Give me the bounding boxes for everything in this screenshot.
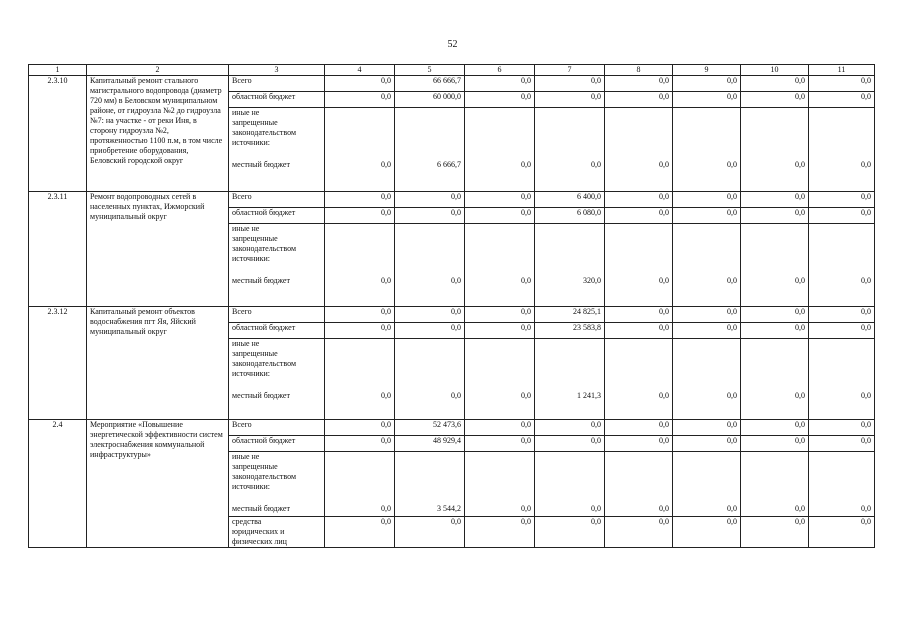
regional-value-col10: 0,0 — [741, 436, 809, 452]
total-value-col8: 0,0 — [605, 76, 673, 92]
total-value-col10: 0,0 — [741, 307, 809, 323]
local-amount: 0,0 — [659, 160, 669, 169]
total-value-col8: 0,0 — [605, 420, 673, 436]
local-amount: 0,0 — [659, 391, 669, 400]
row-total — [29, 76, 875, 92]
label-local: местный бюджет — [232, 276, 290, 285]
label-legal-line: средства — [232, 517, 262, 526]
legal-value-col9: 0,0 — [673, 517, 741, 548]
local-amount: 0,0 — [861, 391, 871, 400]
label-local: местный бюджет — [232, 391, 290, 400]
total-value-col9: 0,0 — [673, 76, 741, 92]
regional-value-col10: 0,0 — [741, 208, 809, 224]
local-value-col4 — [325, 452, 395, 517]
label-other-line: законодательством — [232, 472, 297, 481]
total-value-col11: 0,0 — [809, 192, 875, 208]
regional-value-col4: 0,0 — [325, 208, 395, 224]
local-amount: 0,0 — [521, 391, 531, 400]
label-other-line: законодательством — [232, 359, 297, 368]
local-value-col8 — [605, 224, 673, 307]
total-value-col9: 0,0 — [673, 192, 741, 208]
total-value-col6: 0,0 — [465, 420, 535, 436]
regional-value-col9: 0,0 — [673, 92, 741, 108]
regional-value-col4: 0,0 — [325, 436, 395, 452]
label-legal-line: физических лиц — [232, 537, 287, 546]
local-value-col4 — [325, 339, 395, 420]
label-other-line: законодательством — [232, 244, 297, 253]
col-number-10: 10 — [741, 65, 809, 76]
label-other-line: запрещенные — [232, 234, 278, 243]
label-total: Всего — [229, 307, 325, 323]
local-amount: 0,0 — [861, 276, 871, 285]
regional-value-col5: 0,0 — [395, 323, 465, 339]
local-value-col9 — [673, 108, 741, 192]
measure-code: 2.3.12 — [29, 307, 87, 420]
regional-value-col8: 0,0 — [605, 92, 673, 108]
regional-value-col9: 0,0 — [673, 208, 741, 224]
local-amount: 0,0 — [521, 504, 531, 513]
local-value-col7 — [535, 108, 605, 192]
col-number-3: 3 — [229, 65, 325, 76]
regional-value-col8: 0,0 — [605, 208, 673, 224]
local-value-col5 — [395, 452, 465, 517]
regional-value-col6: 0,0 — [465, 323, 535, 339]
legal-value-col4: 0,0 — [325, 517, 395, 548]
local-value-col4 — [325, 224, 395, 307]
local-value-col11 — [809, 108, 875, 192]
total-value-col4: 0,0 — [325, 76, 395, 92]
label-other-line: запрещенные — [232, 349, 278, 358]
local-amount: 0,0 — [727, 160, 737, 169]
local-value-col11 — [809, 452, 875, 517]
regional-value-col9: 0,0 — [673, 323, 741, 339]
measure-code: 2.3.11 — [29, 192, 87, 307]
col-number-8: 8 — [605, 65, 673, 76]
total-value-col7: 0,0 — [535, 76, 605, 92]
local-amount: 0,0 — [521, 160, 531, 169]
local-amount: 0,0 — [727, 504, 737, 513]
regional-value-col7: 23 583,8 — [535, 323, 605, 339]
local-amount: 0,0 — [795, 391, 805, 400]
regional-value-col6: 0,0 — [465, 208, 535, 224]
label-regional: областной бюджет — [229, 323, 325, 339]
total-value-col6: 0,0 — [465, 307, 535, 323]
local-value-col9 — [673, 224, 741, 307]
local-value-col6 — [465, 339, 535, 420]
legal-value-col6: 0,0 — [465, 517, 535, 548]
regional-value-col5: 0,0 — [395, 208, 465, 224]
regional-value-col6: 0,0 — [465, 436, 535, 452]
local-value-col10 — [741, 108, 809, 192]
regional-value-col8: 0,0 — [605, 436, 673, 452]
regional-value-col6: 0,0 — [465, 92, 535, 108]
col-number-11: 11 — [809, 65, 875, 76]
local-value-col8 — [605, 108, 673, 192]
local-amount: 0,0 — [727, 276, 737, 285]
local-value-col6 — [465, 452, 535, 517]
local-value-col11 — [809, 224, 875, 307]
regional-value-col5: 48 929,4 — [395, 436, 465, 452]
label-other-line: источники: — [232, 369, 270, 378]
col-number-1: 1 — [29, 65, 87, 76]
col-number-4: 4 — [325, 65, 395, 76]
row-total — [29, 420, 875, 436]
total-value-col5: 0,0 — [395, 192, 465, 208]
local-amount: 0,0 — [381, 391, 391, 400]
local-amount: 0,0 — [451, 276, 461, 285]
label-other-line: иные не — [232, 108, 260, 117]
label-other-line: источники: — [232, 482, 270, 491]
local-value-col11 — [809, 339, 875, 420]
label-total: Всего — [229, 420, 325, 436]
local-amount: 0,0 — [861, 504, 871, 513]
local-amount: 0,0 — [659, 276, 669, 285]
local-value-col10 — [741, 339, 809, 420]
label-other-line: источники: — [232, 254, 270, 263]
local-amount: 0,0 — [521, 276, 531, 285]
local-amount: 0,0 — [451, 391, 461, 400]
total-value-col5: 66 666,7 — [395, 76, 465, 92]
total-value-col8: 0,0 — [605, 192, 673, 208]
label-other-sources — [229, 108, 325, 192]
label-other-line: иные не — [232, 339, 260, 348]
measure-description: Ремонт водопроводных сетей в населенных пунктах, Ижморский муниципальный округ — [87, 192, 229, 307]
local-amount: 0,0 — [795, 276, 805, 285]
label-other-line: законодательством — [232, 128, 297, 137]
local-value-col7 — [535, 224, 605, 307]
regional-value-col11: 0,0 — [809, 208, 875, 224]
local-value-col10 — [741, 452, 809, 517]
regional-value-col7: 0,0 — [535, 436, 605, 452]
table-body — [29, 65, 875, 548]
local-value-col5 — [395, 339, 465, 420]
total-value-col4: 0,0 — [325, 307, 395, 323]
total-value-col11: 0,0 — [809, 76, 875, 92]
row-total — [29, 307, 875, 323]
total-value-col8: 0,0 — [605, 307, 673, 323]
legal-value-col5: 0,0 — [395, 517, 465, 548]
label-legal-line: юридических и — [232, 527, 285, 536]
local-amount: 0,0 — [381, 160, 391, 169]
column-number-row — [29, 65, 875, 76]
regional-value-col10: 0,0 — [741, 323, 809, 339]
label-local: местный бюджет — [232, 504, 290, 513]
local-value-col7 — [535, 452, 605, 517]
local-value-col6 — [465, 108, 535, 192]
total-value-col7: 6 400,0 — [535, 192, 605, 208]
total-value-col6: 0,0 — [465, 192, 535, 208]
measure-code: 2.3.10 — [29, 76, 87, 192]
total-value-col11: 0,0 — [809, 307, 875, 323]
col-number-7: 7 — [535, 65, 605, 76]
local-value-col8 — [605, 452, 673, 517]
row-total — [29, 192, 875, 208]
total-value-col5: 52 473,6 — [395, 420, 465, 436]
budget-table — [28, 64, 875, 548]
total-value-col5: 0,0 — [395, 307, 465, 323]
local-value-col9 — [673, 339, 741, 420]
local-amount: 0,0 — [591, 160, 601, 169]
regional-value-col4: 0,0 — [325, 92, 395, 108]
local-value-col4 — [325, 108, 395, 192]
legal-value-col8: 0,0 — [605, 517, 673, 548]
label-other-line: иные не — [232, 452, 260, 461]
total-value-col9: 0,0 — [673, 420, 741, 436]
label-total: Всего — [229, 192, 325, 208]
regional-value-col8: 0,0 — [605, 323, 673, 339]
regional-value-col9: 0,0 — [673, 436, 741, 452]
col-number-5: 5 — [395, 65, 465, 76]
local-amount: 0,0 — [659, 504, 669, 513]
page-number: 52 — [447, 39, 458, 50]
label-other-line: запрещенные — [232, 118, 278, 127]
total-value-col4: 0,0 — [325, 420, 395, 436]
total-value-col7: 24 825,1 — [535, 307, 605, 323]
total-value-col11: 0,0 — [809, 420, 875, 436]
local-amount: 0,0 — [591, 504, 601, 513]
label-other-sources — [229, 224, 325, 307]
total-value-col7: 0,0 — [535, 420, 605, 436]
regional-value-col7: 0,0 — [535, 92, 605, 108]
label-regional: областной бюджет — [229, 436, 325, 452]
local-value-col6 — [465, 224, 535, 307]
label-total: Всего — [229, 76, 325, 92]
regional-value-col7: 6 080,0 — [535, 208, 605, 224]
legal-value-col10: 0,0 — [741, 517, 809, 548]
local-value-col8 — [605, 339, 673, 420]
local-amount: 0,0 — [381, 504, 391, 513]
regional-value-col11: 0,0 — [809, 92, 875, 108]
label-regional: областной бюджет — [229, 208, 325, 224]
regional-value-col10: 0,0 — [741, 92, 809, 108]
measure-description: Капитальный ремонт стального магистрального водопровода (диаметр 720 мм) в Беловском муниципальном районе, от гидроузла №2 до гидроузла №7: на участке - от реки Иня, в сторону гидроузла №2, протяженностью 1100 п.м, в том числе приобретение оборудования, Беловский городской округ — [87, 76, 229, 192]
local-amount: 320,0 — [583, 276, 601, 285]
local-amount: 0,0 — [795, 160, 805, 169]
local-value-col9 — [673, 452, 741, 517]
label-other-line: иные не — [232, 224, 260, 233]
regional-value-col11: 0,0 — [809, 436, 875, 452]
local-value-col5 — [395, 108, 465, 192]
label-regional: областной бюджет — [229, 92, 325, 108]
label-other-sources — [229, 452, 325, 517]
local-value-col10 — [741, 224, 809, 307]
local-value-col5 — [395, 224, 465, 307]
local-value-col7 — [535, 339, 605, 420]
total-value-col10: 0,0 — [741, 420, 809, 436]
local-amount: 0,0 — [861, 160, 871, 169]
local-amount: 0,0 — [381, 276, 391, 285]
total-value-col4: 0,0 — [325, 192, 395, 208]
total-value-col10: 0,0 — [741, 76, 809, 92]
total-value-col9: 0,0 — [673, 307, 741, 323]
regional-value-col4: 0,0 — [325, 323, 395, 339]
col-number-9: 9 — [673, 65, 741, 76]
regional-value-col5: 60 000,0 — [395, 92, 465, 108]
col-number-6: 6 — [465, 65, 535, 76]
measure-description: Мероприятие «Повышение энергетической эффективности систем электроснабжения коммунальной инфраструктуры» — [87, 420, 229, 548]
local-amount: 0,0 — [795, 504, 805, 513]
label-other-sources — [229, 339, 325, 420]
legal-value-col11: 0,0 — [809, 517, 875, 548]
label-other-line: источники: — [232, 138, 270, 147]
label-local: местный бюджет — [232, 160, 290, 169]
local-amount: 3 544,2 — [437, 504, 461, 513]
total-value-col10: 0,0 — [741, 192, 809, 208]
regional-value-col11: 0,0 — [809, 323, 875, 339]
label-other-line: запрещенные — [232, 462, 278, 471]
total-value-col6: 0,0 — [465, 76, 535, 92]
local-amount: 1 241,3 — [577, 391, 601, 400]
col-number-2: 2 — [87, 65, 229, 76]
legal-value-col7: 0,0 — [535, 517, 605, 548]
measure-description: Капитальный ремонт объектов водоснабжения пгт Яя, Яйский муниципальный округ — [87, 307, 229, 420]
label-legal-entities — [229, 517, 325, 548]
measure-code: 2.4 — [29, 420, 87, 548]
local-amount: 6 666,7 — [437, 160, 461, 169]
local-amount: 0,0 — [727, 391, 737, 400]
